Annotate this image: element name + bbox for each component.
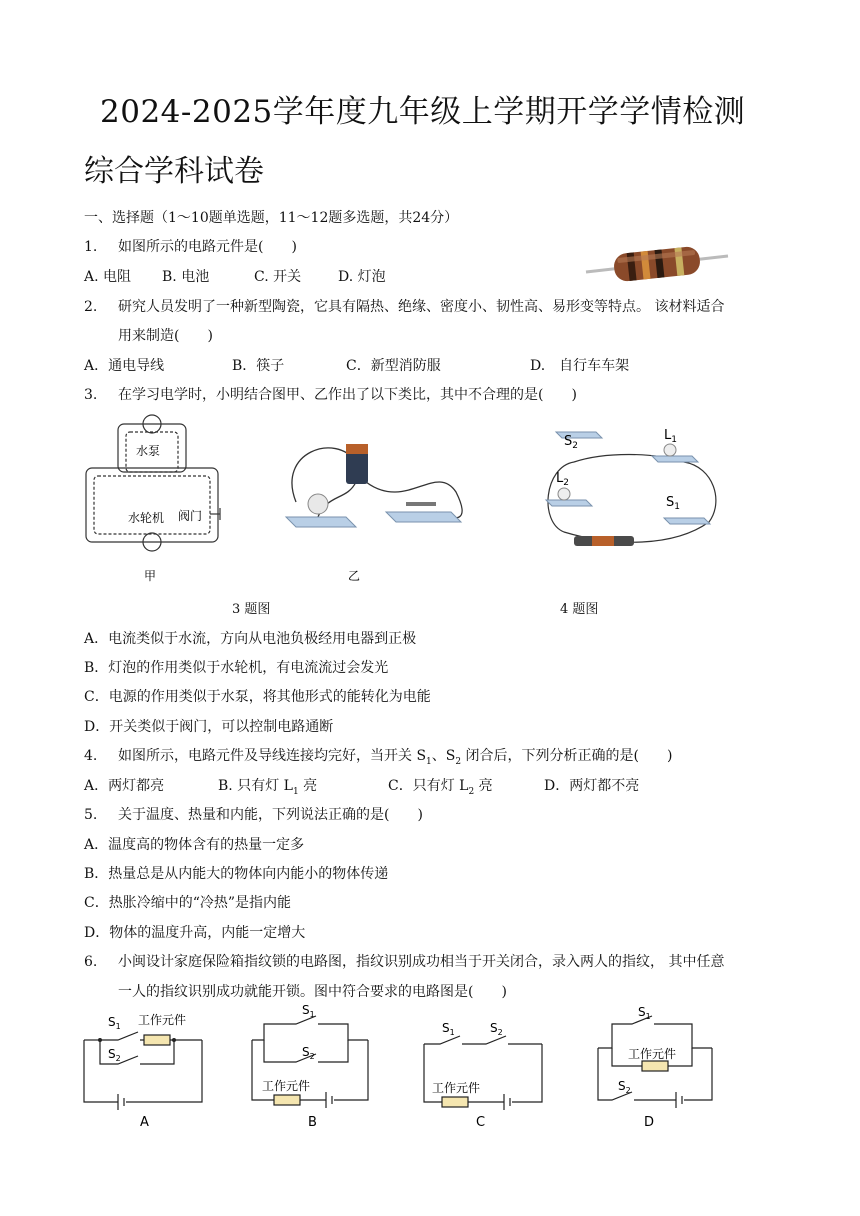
q5-option-c: C．热胀冷缩中的“冷热”是指内能 — [84, 895, 292, 911]
question-4-stem — [84, 745, 672, 767]
subscript: 2 — [468, 786, 475, 797]
svg-text:S2: $S_2$ — [618, 1079, 631, 1095]
exam-subtitle: 综合学科试卷 — [84, 154, 264, 189]
option-d: D. 灯泡 — [338, 269, 386, 285]
q3-option-d: D．开关类似于阀门，可以控制电路通断 — [84, 719, 334, 735]
option-d: D. 自行车车架 — [530, 358, 630, 374]
valve-label: 阀门 — [178, 509, 203, 523]
option-c — [388, 775, 544, 797]
question-number: 2. — [84, 299, 98, 315]
question-text: 如图所示的电路元件是( ) — [118, 239, 297, 255]
subscript: 1 — [292, 786, 299, 797]
q5-option-d: D．物体的温度升高，内能一定增大 — [84, 925, 306, 941]
option-c: C．新型消防服 — [346, 358, 441, 374]
svg-text:S2: $S_2$ — [108, 1047, 121, 1063]
option-a: A．通电导线 — [84, 358, 165, 374]
option-a: A．两灯都亮 — [84, 778, 165, 794]
question-5-stem — [84, 804, 423, 824]
question-4-options — [84, 775, 639, 797]
question-number: 1. — [84, 239, 98, 255]
question-1-stem — [84, 236, 297, 256]
question-6-stem-cont: 一人的指纹识别成功就能开锁。图中符合要求的电路图是( ) — [118, 984, 507, 1000]
l2-label: $L_2$ — [556, 471, 569, 488]
component-label: 工作元件 — [432, 1081, 481, 1095]
subscript: 2 — [455, 756, 462, 767]
question-number: 6. — [84, 954, 98, 970]
q3-option-c: C．电源的作用类似于水泵，将其他形式的能转化为电能 — [84, 689, 431, 705]
s2-label: $S_2$ — [564, 434, 578, 451]
two-lamp-circuit-diagram — [534, 422, 724, 552]
question-1-options — [84, 266, 386, 286]
question-text-cont: 闭合后，下列分析正确的是( ) — [461, 748, 673, 764]
q3-option-a: A．电流类似于水流，方向从电池负极经用电器到正极 — [84, 631, 417, 647]
question-text-sep: 、S — [431, 748, 456, 764]
option-label-a: A — [140, 1115, 149, 1130]
option-b — [218, 775, 388, 797]
svg-text:S1: $S_1$ — [638, 1005, 651, 1021]
component-label: 工作元件 — [628, 1047, 677, 1061]
svg-text:S2: $S_2$ — [302, 1045, 315, 1061]
pump-label: 水泵 — [136, 444, 161, 458]
option-label-b: B — [308, 1115, 317, 1130]
question-2-stem — [84, 296, 724, 316]
svg-text:S1: $S_1$ — [302, 1004, 315, 1019]
subscript: 1 — [426, 756, 432, 767]
question-text: 小闽设计家庭保险箱指纹锁的电路图，指纹识别成功相当于开关闭合，录入两人的指纹， 其中任意 — [118, 954, 725, 970]
section-heading: 一、选择题（1～10题单选题，11～12题多选题，共24分） — [84, 210, 459, 226]
question-number: 5. — [84, 807, 98, 823]
q5-option-b: B．热量总是从内能大的物体向内能小的物体传递 — [84, 866, 389, 882]
figure-jia-label: 甲 — [144, 569, 157, 583]
question-6-stem — [84, 951, 724, 971]
circuit-a-diagram — [78, 1010, 208, 1130]
option-b: B. 电池 — [162, 269, 210, 285]
circuit-c-diagram — [418, 1016, 548, 1130]
option-label-d: D — [644, 1115, 655, 1130]
circuit-d-diagram — [592, 1004, 722, 1130]
option-b-text: B. 只有灯 L — [218, 778, 293, 794]
s1-label: $S_1$ — [666, 495, 680, 512]
circuit-b-diagram — [244, 1004, 384, 1130]
option-d: D．两灯都不亮 — [544, 778, 640, 794]
component-label: 工作元件 — [138, 1013, 187, 1027]
svg-text:S1: $S_1$ — [442, 1021, 455, 1037]
question-number: 4. — [84, 748, 98, 764]
figure-3-caption: 3 题图 — [232, 602, 271, 617]
option-c-text: C．只有灯 L — [388, 778, 469, 794]
question-2-options — [84, 355, 629, 375]
figure-yi-label: 乙 — [348, 569, 361, 583]
question-text: 研究人员发明了一种新型陶瓷，它具有隔热、绝缘、密度小、韧性高、易形变等特点。 该材料适合 — [118, 299, 725, 315]
simple-circuit-diagram — [256, 432, 476, 588]
svg-text:S1: $S_1$ — [108, 1015, 121, 1031]
turbine-label: 水轮机 — [128, 511, 165, 525]
question-number: 3. — [84, 387, 98, 403]
option-b-text-end: 亮 — [298, 778, 318, 794]
question-text: 在学习电学时，小明结合图甲、乙作出了以下类比，其中不合理的是( ) — [118, 387, 577, 403]
question-2-stem-cont: 用来制造( ) — [118, 328, 213, 344]
component-label: 工作元件 — [262, 1079, 311, 1093]
option-a: A. 电阻 — [84, 269, 132, 285]
question-text: 如图所示，电路元件及导线连接均完好，当开关 S — [118, 748, 427, 764]
figure-4-caption: 4 题图 — [560, 602, 599, 617]
l1-label: $L_1$ — [664, 428, 677, 445]
svg-text:S2: $S_2$ — [490, 1021, 503, 1037]
exam-title: 2024-2025学年度九年级上学期开学学情检测 — [100, 94, 746, 130]
water-circuit-diagram — [80, 414, 230, 594]
question-text: 关于温度、热量和内能，下列说法正确的是( ) — [118, 807, 423, 823]
resistor-image — [582, 242, 732, 288]
option-label-c: C — [476, 1115, 486, 1130]
q3-option-b: B．灯泡的作用类似于水轮机，有电流流过会发光 — [84, 660, 389, 676]
question-3-stem — [84, 384, 577, 404]
option-b: B．筷子 — [232, 358, 285, 374]
option-c-text-end: 亮 — [474, 778, 493, 794]
q5-option-a: A．温度高的物体含有的热量一定多 — [84, 837, 305, 853]
option-c: C. 开关 — [254, 269, 302, 285]
